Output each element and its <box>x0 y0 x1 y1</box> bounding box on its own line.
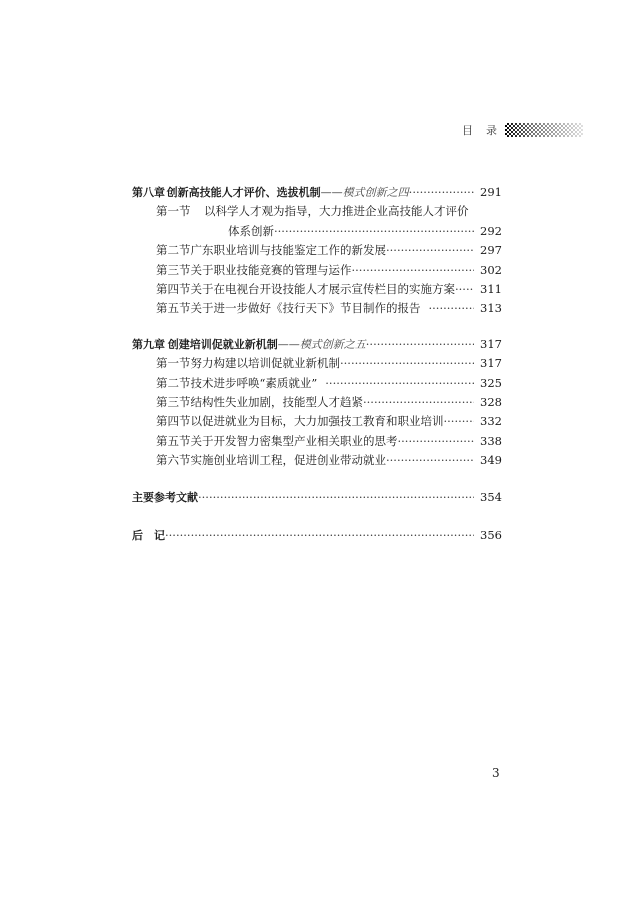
section-number: 第三节 <box>156 394 191 409</box>
leader-dots <box>386 453 474 467</box>
section-title: 以科学人才观为指导，大力推进企业高技能人才评价 <box>204 204 469 219</box>
page-ref: 325 <box>480 375 502 390</box>
page-ref: 317 <box>480 356 502 371</box>
section-title: 技术进步呼唤“素质就业” <box>190 375 318 390</box>
leader-dots <box>386 243 474 257</box>
page-ref: 313 <box>480 301 502 316</box>
section-number: 第五节 <box>156 433 191 448</box>
section-title: 广东职业培训与技能鉴定工作的新发展 <box>190 243 386 258</box>
page-ref: 297 <box>480 243 502 258</box>
section-number: 第四节 <box>156 414 191 429</box>
page-ref: 349 <box>480 453 502 468</box>
chapter-heading: 创新高技能人才评价、选拔机制 <box>166 186 321 199</box>
toc-afterword[interactable] <box>132 527 502 546</box>
page-ref: 328 <box>480 394 502 409</box>
toc-section[interactable] <box>132 242 502 261</box>
section-title: 努力构建以培训促就业新机制 <box>190 356 340 371</box>
toc-section[interactable] <box>132 203 502 222</box>
leader-dots <box>444 414 475 428</box>
leader-dots <box>198 490 474 504</box>
section-title: 关于开发智力密集型产业相关职业的思考 <box>190 433 398 448</box>
page-ref: 338 <box>480 433 502 448</box>
chapter-number: 第九章 <box>132 337 165 351</box>
section-number: 第一节 <box>156 356 191 371</box>
table-of-contents <box>132 184 502 546</box>
section-title: 结构性失业加剧，技能型人才趋紧 <box>190 394 363 409</box>
toc-section[interactable] <box>132 452 502 471</box>
toc-section[interactable] <box>132 413 502 432</box>
toc-section[interactable] <box>132 281 502 300</box>
page-ref: 291 <box>480 185 502 199</box>
header-label-lu: 录 <box>486 124 497 137</box>
leader-dots <box>325 376 474 390</box>
toc-section[interactable] <box>132 355 502 374</box>
leader-dots <box>165 528 474 542</box>
section-number: 第二节 <box>156 375 191 390</box>
afterword-title: 后 记 <box>132 528 165 542</box>
toc-section[interactable] <box>132 394 502 413</box>
leader-dots <box>455 282 474 296</box>
section-title: 以促进就业为目标，大力加强技工教育和职业培训 <box>190 414 444 429</box>
toc-section[interactable] <box>132 375 502 394</box>
section-title: 实施创业培训工程，促进创业带动就业 <box>190 453 386 468</box>
section-number: 第二节 <box>156 243 191 258</box>
page-ref: 302 <box>480 262 502 277</box>
running-header <box>0 122 636 140</box>
section-title: 关于在电视台开设技能人才展示宣传栏目的实施方案 <box>190 281 455 296</box>
chapter-subtitle: ——模式创新之五 <box>277 337 366 351</box>
toc-references[interactable] <box>132 489 502 508</box>
page-ref: 292 <box>480 223 502 238</box>
leader-dots <box>340 356 474 370</box>
section-number: 第三节 <box>156 262 191 277</box>
section-title: 关于进一步做好《技行天下》节目制作的报告 <box>190 301 421 316</box>
page-ref: 354 <box>480 490 502 505</box>
chapter-subtitle: ——模式创新之四 <box>320 186 409 199</box>
page-ref: 356 <box>480 527 502 542</box>
section-number: 第四节 <box>156 281 191 296</box>
page-ref: 332 <box>480 414 502 429</box>
leader-dots <box>429 301 475 315</box>
toc-section[interactable] <box>132 300 502 319</box>
leader-dots <box>409 185 474 199</box>
page-ref: 317 <box>480 336 502 351</box>
section-number: 第六节 <box>156 453 191 468</box>
page-number: 3 <box>492 766 500 780</box>
section-number: 第一节 <box>156 204 191 219</box>
section-number: 第五节 <box>156 301 191 316</box>
leader-dots <box>274 224 474 238</box>
toc-section[interactable] <box>132 433 502 452</box>
toc-section-continuation[interactable] <box>132 223 502 242</box>
checker-pattern-decoration <box>505 123 583 137</box>
leader-dots <box>366 337 474 351</box>
references-title: 主要参考文献 <box>132 491 198 505</box>
chapter-number: 第八章 <box>132 186 165 199</box>
toc-chapter-9[interactable] <box>132 336 502 355</box>
leader-dots <box>398 434 475 448</box>
leader-dots <box>363 395 474 409</box>
header-label-mu: 目 <box>462 124 473 137</box>
leader-dots <box>352 263 475 277</box>
section-title: 关于职业技能竞赛的管理与运作 <box>190 262 352 277</box>
page-ref: 311 <box>480 281 502 296</box>
section-title-continuation: 体系创新 <box>228 223 274 238</box>
toc-chapter-8[interactable] <box>132 184 502 203</box>
toc-section[interactable] <box>132 262 502 281</box>
chapter-heading: 创建培训促就业新机制 <box>167 337 278 351</box>
